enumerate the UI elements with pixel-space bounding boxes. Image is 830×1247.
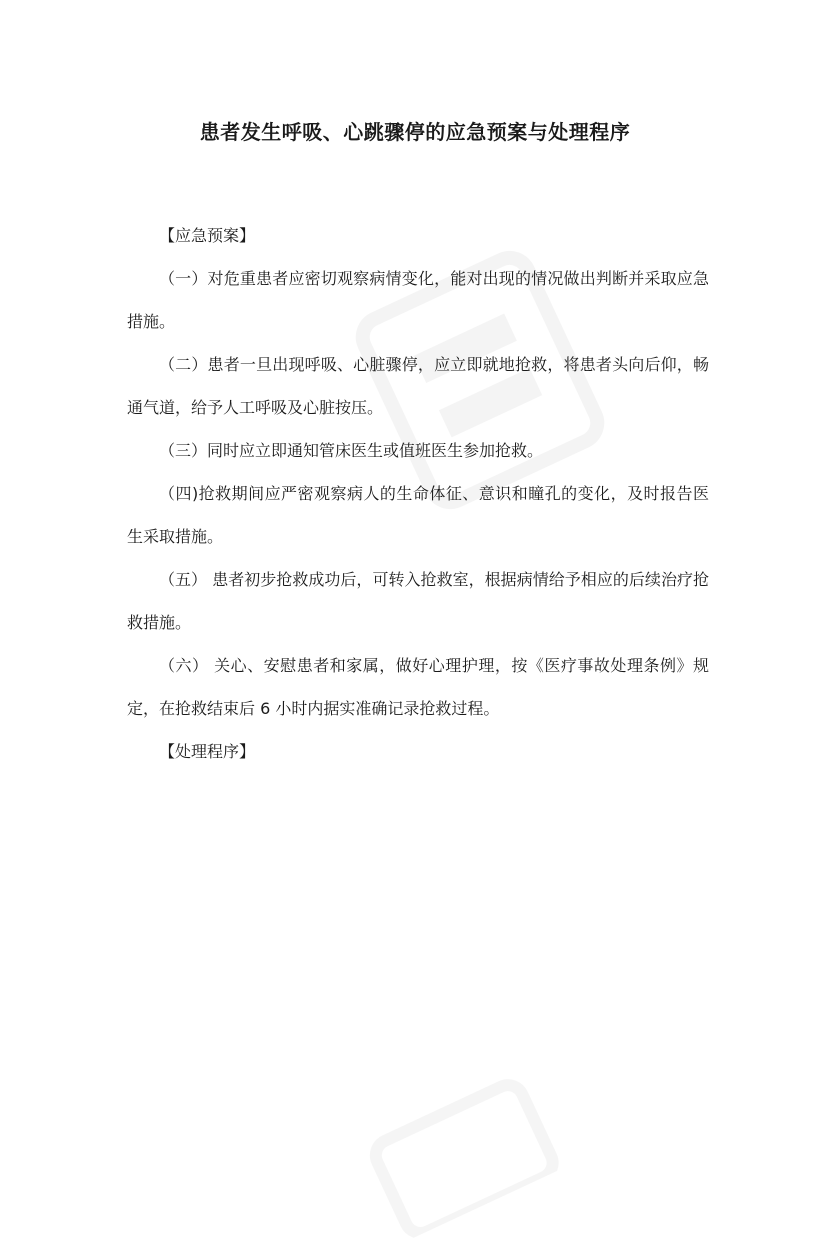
paragraph-item: （一）对危重患者应密切观察病情变化，能对出现的情况做出判断并采取应急措施。: [127, 269, 709, 331]
paragraph-item: （三）同时应立即通知管床医生或值班医生参加抢救。: [159, 441, 544, 460]
section-heading-emergency-plan: 【应急预案】: [159, 226, 256, 245]
section-heading-procedure: 【处理程序】: [159, 742, 256, 761]
paragraph-item: （六） 关心、安慰患者和家属，做好心理护理，按《医疗事故处理条例》规定，在抢救结束后 6 小时内据实准确记录抢救过程。: [127, 656, 709, 718]
paragraph-item: （四)抢救期间应严密观察病人的生命体征、意识和瞳孔的变化，及时报告医生采取措施。: [127, 484, 709, 546]
page-title: 患者发生呼吸、心跳骤停的应急预案与处理程序: [199, 120, 631, 144]
paragraph-item: （五） 患者初步抢救成功后，可转入抢救室，根据病情给予相应的后续治疗抢救措施。: [127, 570, 709, 632]
watermark-logo-bottom: [344, 1053, 576, 1246]
document-body: [127, 214, 709, 773]
paragraph-item: （二）患者一旦出现呼吸、心脏骤停，应立即就地抢救，将患者头向后仰，畅通气道，给予人工呼吸及心脏按压。: [127, 355, 709, 417]
